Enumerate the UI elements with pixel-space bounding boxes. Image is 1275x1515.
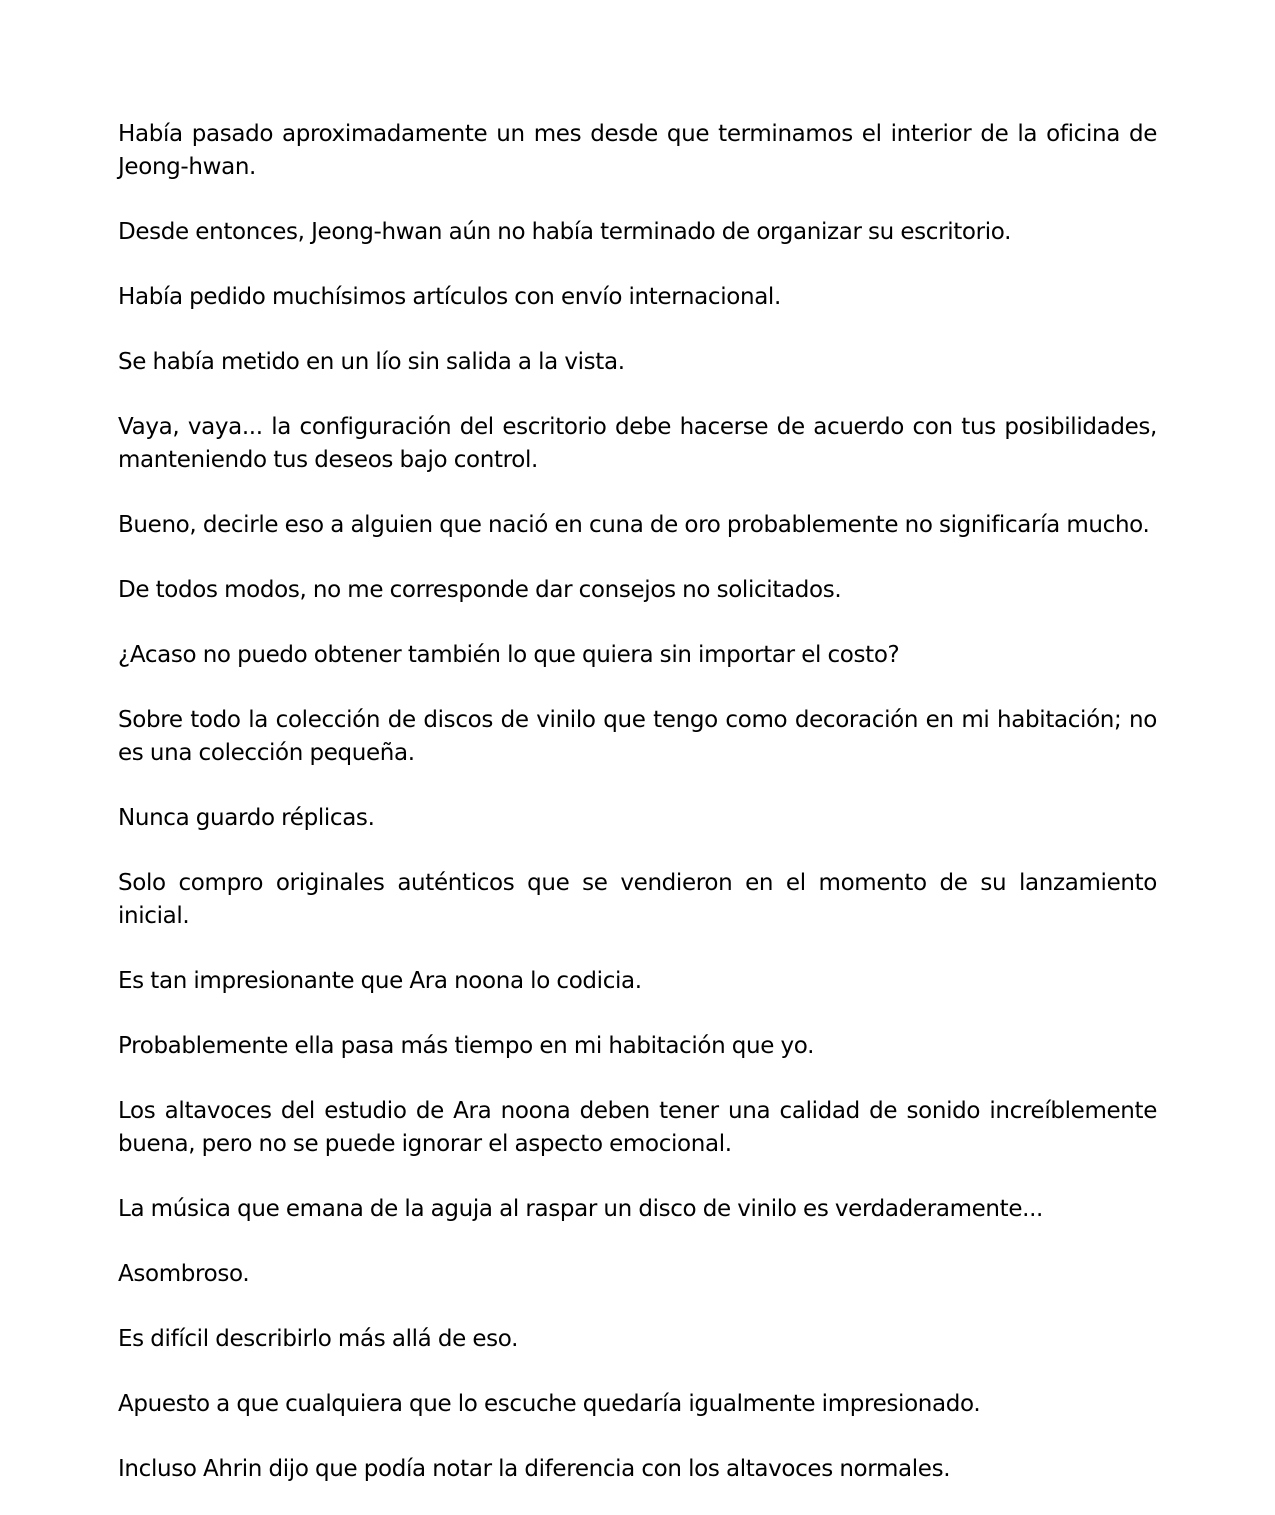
paragraph: Es difícil describirlo más allá de eso. <box>118 1326 519 1352</box>
paragraph: Desde entonces, Jeong-hwan aún no había terminado de organizar su escritorio. <box>118 219 1012 245</box>
paragraph: Bueno, decirle eso a alguien que nació en cuna de oro probablemente no significaría mucho. <box>118 512 1150 538</box>
paragraph: Había pedido muchísimos artículos con envío internacional. <box>118 284 781 310</box>
paragraph: Había pasado aproximadamente un mes desde que terminamos el interior de la oficina de Jeong-hwan. <box>118 121 1157 180</box>
paragraph: La música que emana de la aguja al raspar un disco de vinilo es verdaderamente... <box>118 1196 1044 1222</box>
document-body <box>118 118 1157 1515</box>
paragraph: Apuesto a que cualquiera que lo escuche quedaría igualmente impresionado. <box>118 1391 981 1417</box>
paragraph: ¿Acaso no puedo obtener también lo que quiera sin importar el costo? <box>118 642 900 668</box>
paragraph: Probablemente ella pasa más tiempo en mi habitación que yo. <box>118 1033 815 1059</box>
paragraph: Nunca guardo réplicas. <box>118 805 375 831</box>
paragraph: Es tan impresionante que Ara noona lo codicia. <box>118 968 642 994</box>
paragraph: Sobre todo la colección de discos de vinilo que tengo como decoración en mi habitación; no es una colección pequeña. <box>118 707 1157 766</box>
paragraph: Los altavoces del estudio de Ara noona deben tener una calidad de sonido increíblemente buena, pero no se puede ignorar el aspecto emocional. <box>118 1098 1157 1157</box>
paragraph: Solo compro originales auténticos que se vendieron en el momento de su lanzamiento inicial. <box>118 870 1157 929</box>
paragraph: Vaya, vaya... la configuración del escritorio debe hacerse de acuerdo con tus posibilidades, manteniendo tus deseos bajo control. <box>118 414 1157 473</box>
paragraph: Asombroso. <box>118 1261 250 1287</box>
paragraph: Incluso Ahrin dijo que podía notar la diferencia con los altavoces normales. <box>118 1456 951 1482</box>
paragraph: Se había metido en un lío sin salida a la vista. <box>118 349 625 375</box>
paragraph: De todos modos, no me corresponde dar consejos no solicitados. <box>118 577 842 603</box>
